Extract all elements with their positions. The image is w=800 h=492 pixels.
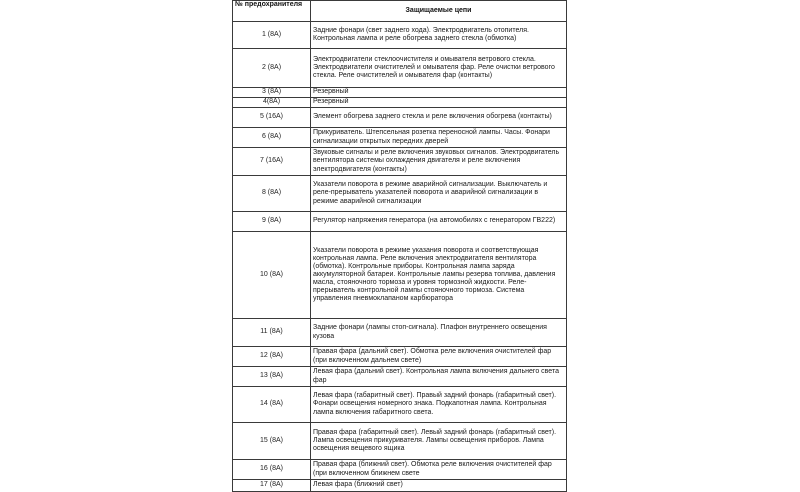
fuse-number-cell: 2 (8А) [233,49,311,88]
table-row [233,387,567,423]
table-row [233,88,567,98]
column-header-fuse-number: № предохранителя [233,1,311,22]
fuse-number-cell: 4(8А) [233,98,311,108]
protected-circuits-cell: Указатели поворота в режиме аварийной сигнализации. Выключатель и реле-прерыватель указателей поворота и аварийной сигнализации в режиме аварийной сигнализации [311,176,567,212]
table-row [233,423,567,460]
protected-circuits-cell: Прикуриватель. Штепсельная розетка переносной лампы. Часы. Фонари сигнализации открытых передних дверей [311,128,567,148]
table-row [233,319,567,347]
fuse-number-cell: 14 (8А) [233,387,311,423]
fuse-number-cell: 6 (8А) [233,128,311,148]
fuse-number-cell: 17 (8А) [233,480,311,492]
fuse-number-cell: 16 (8А) [233,460,311,480]
fuse-table-page [232,0,566,489]
fuse-table [232,0,567,492]
table-row [233,347,567,367]
protected-circuits-cell: Регулятор напряжения генератора (на автомобилях с генератором ГВ222) [311,212,567,232]
table-row [233,128,567,148]
protected-circuits-cell: Задние фонари (лампы стоп-сигнала). Плафон внутреннего освещения кузова [311,319,567,347]
protected-circuits-cell: Левая фара (дальний свет). Контрольная лампа включения дальнего света фар [311,367,567,387]
table-row [233,98,567,108]
table-row [233,108,567,128]
fuse-number-cell: 10 (8А) [233,232,311,319]
protected-circuits-cell: Правая фара (ближний свет). Обмотка реле включения очистителей фар (при включенном ближнем свете [311,460,567,480]
table-row [233,460,567,480]
protected-circuits-cell: Правая фара (габаритный свет). Левый задний фонарь (габаритный свет). Лампа освещения прикуривателя. Лампы освещения приборов. Лампа освещения вещевого ящика [311,423,567,460]
fuse-number-cell: 5 (16А) [233,108,311,128]
fuse-number-cell: 3 (8А) [233,88,311,98]
table-row [233,212,567,232]
protected-circuits-cell: Звуковые сигналы и реле включения звуковых сигналов. Электродвигатель вентилятора системы охлаждения двигателя и реле включения электродвигателя (контакты) [311,148,567,176]
table-row [233,232,567,319]
fuse-number-cell: 7 (16А) [233,148,311,176]
fuse-number-cell: 11 (8А) [233,319,311,347]
fuse-number-cell: 13 (8А) [233,367,311,387]
table-row [233,148,567,176]
protected-circuits-cell: Указатели поворота в режиме указания поворота и соответствующая контрольная лампа. Реле включения электродвигателя вентилятора (обмотка). Контрольные приборы. Контрольная лампа заряда аккумуляторной батареи. Контрольные лампы резерва топлива, давления масла, стояночного тормоза и уровня тормозной жидкости. Реле-прерыватель контрольной лампы стояночного тормоза. Система управления пневмоклапаном карбюратора [311,232,567,319]
fuse-number-cell: 15 (8А) [233,423,311,460]
fuse-number-cell: 9 (8А) [233,212,311,232]
protected-circuits-cell: Задние фонари (свет заднего хода). Электродвигатель отопителя. Контрольная лампа и реле обогрева заднего стекла (обмотка) [311,22,567,49]
table-row [233,367,567,387]
table-header-row [233,1,567,22]
table-row [233,22,567,49]
protected-circuits-cell: Левая фара (габаритный свет). Правый задний фонарь (габаритный свет). Фонари освещения номерного знака. Подкапотная лампа. Контрольная лампа включения габаритного света. [311,387,567,423]
fuse-number-cell: 12 (8А) [233,347,311,367]
table-row [233,49,567,88]
protected-circuits-cell: Правая фара (дальний свет). Обмотка реле включения очистителей фар (при включенном дальнем свете) [311,347,567,367]
column-header-protected-circuits: Защищаемые цепи [311,1,567,22]
protected-circuits-cell: Резервный [311,98,567,108]
fuse-number-cell: 8 (8А) [233,176,311,212]
protected-circuits-cell: Левая фара (ближний свет) [311,480,567,492]
protected-circuits-cell: Электродвигатели стеклоочистителя и омывателя ветрового стекла. Электродвигатели очистителей и омывателя фар. Реле очистки ветрового стекла. Реле очистителей и омывателя фар (контакты) [311,49,567,88]
protected-circuits-cell: Элемент обогрева заднего стекла и реле включения обогрева (контакты) [311,108,567,128]
protected-circuits-cell: Резервный [311,88,567,98]
table-row [233,480,567,492]
fuse-number-cell: 1 (8А) [233,22,311,49]
table-row [233,176,567,212]
